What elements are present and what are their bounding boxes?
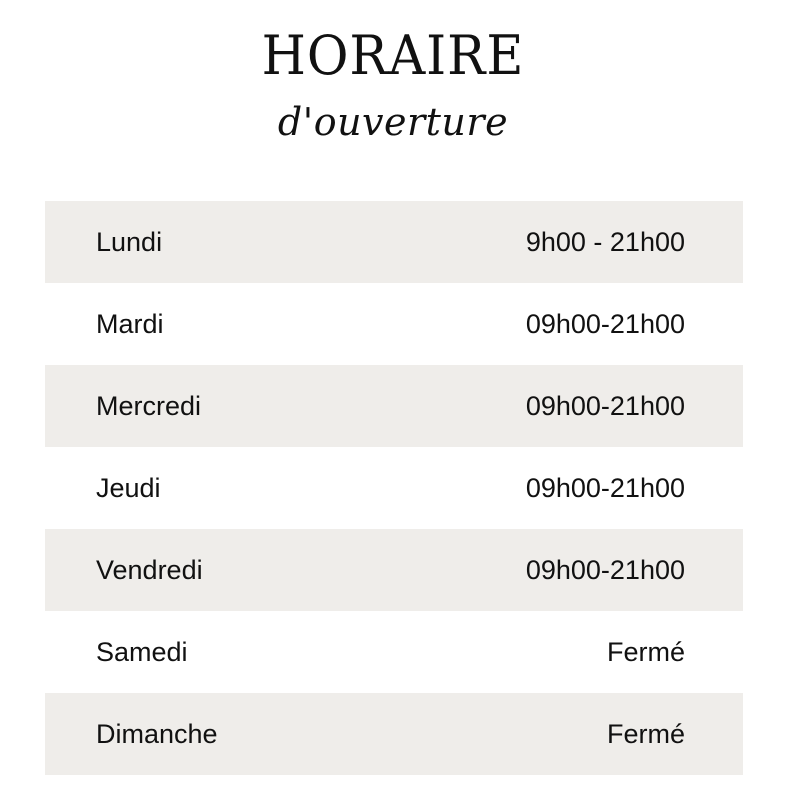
page-subtitle: d'ouverture <box>277 100 509 144</box>
schedule-row-dimanche <box>45 693 743 775</box>
day-label: Samedi <box>96 636 188 667</box>
hours-value: 09h00-21h00 <box>525 390 685 421</box>
day-label: Dimanche <box>96 718 218 749</box>
day-label: Mercredi <box>96 390 202 421</box>
schedule-row-lundi <box>45 201 743 283</box>
schedule-row-mercredi <box>45 365 743 447</box>
hours-value: Fermé <box>606 718 685 749</box>
day-label: Jeudi <box>96 472 161 503</box>
hours-value: 09h00-21h00 <box>525 472 685 503</box>
day-label: Mardi <box>96 308 164 339</box>
schedule-row-mardi <box>45 283 743 365</box>
day-label: Lundi <box>96 226 163 257</box>
day-label: Vendredi <box>96 554 203 585</box>
schedule-table <box>45 201 743 775</box>
page-title: HORAIRE <box>261 24 525 87</box>
hours-value: 09h00-21h00 <box>525 554 685 585</box>
hours-value: 09h00-21h00 <box>525 308 685 339</box>
hours-value: 9h00 - 21h00 <box>525 226 685 257</box>
schedule-row-jeudi <box>45 447 743 529</box>
schedule-row-samedi <box>45 611 743 693</box>
hours-value: Fermé <box>606 636 685 667</box>
schedule-row-vendredi <box>45 529 743 611</box>
